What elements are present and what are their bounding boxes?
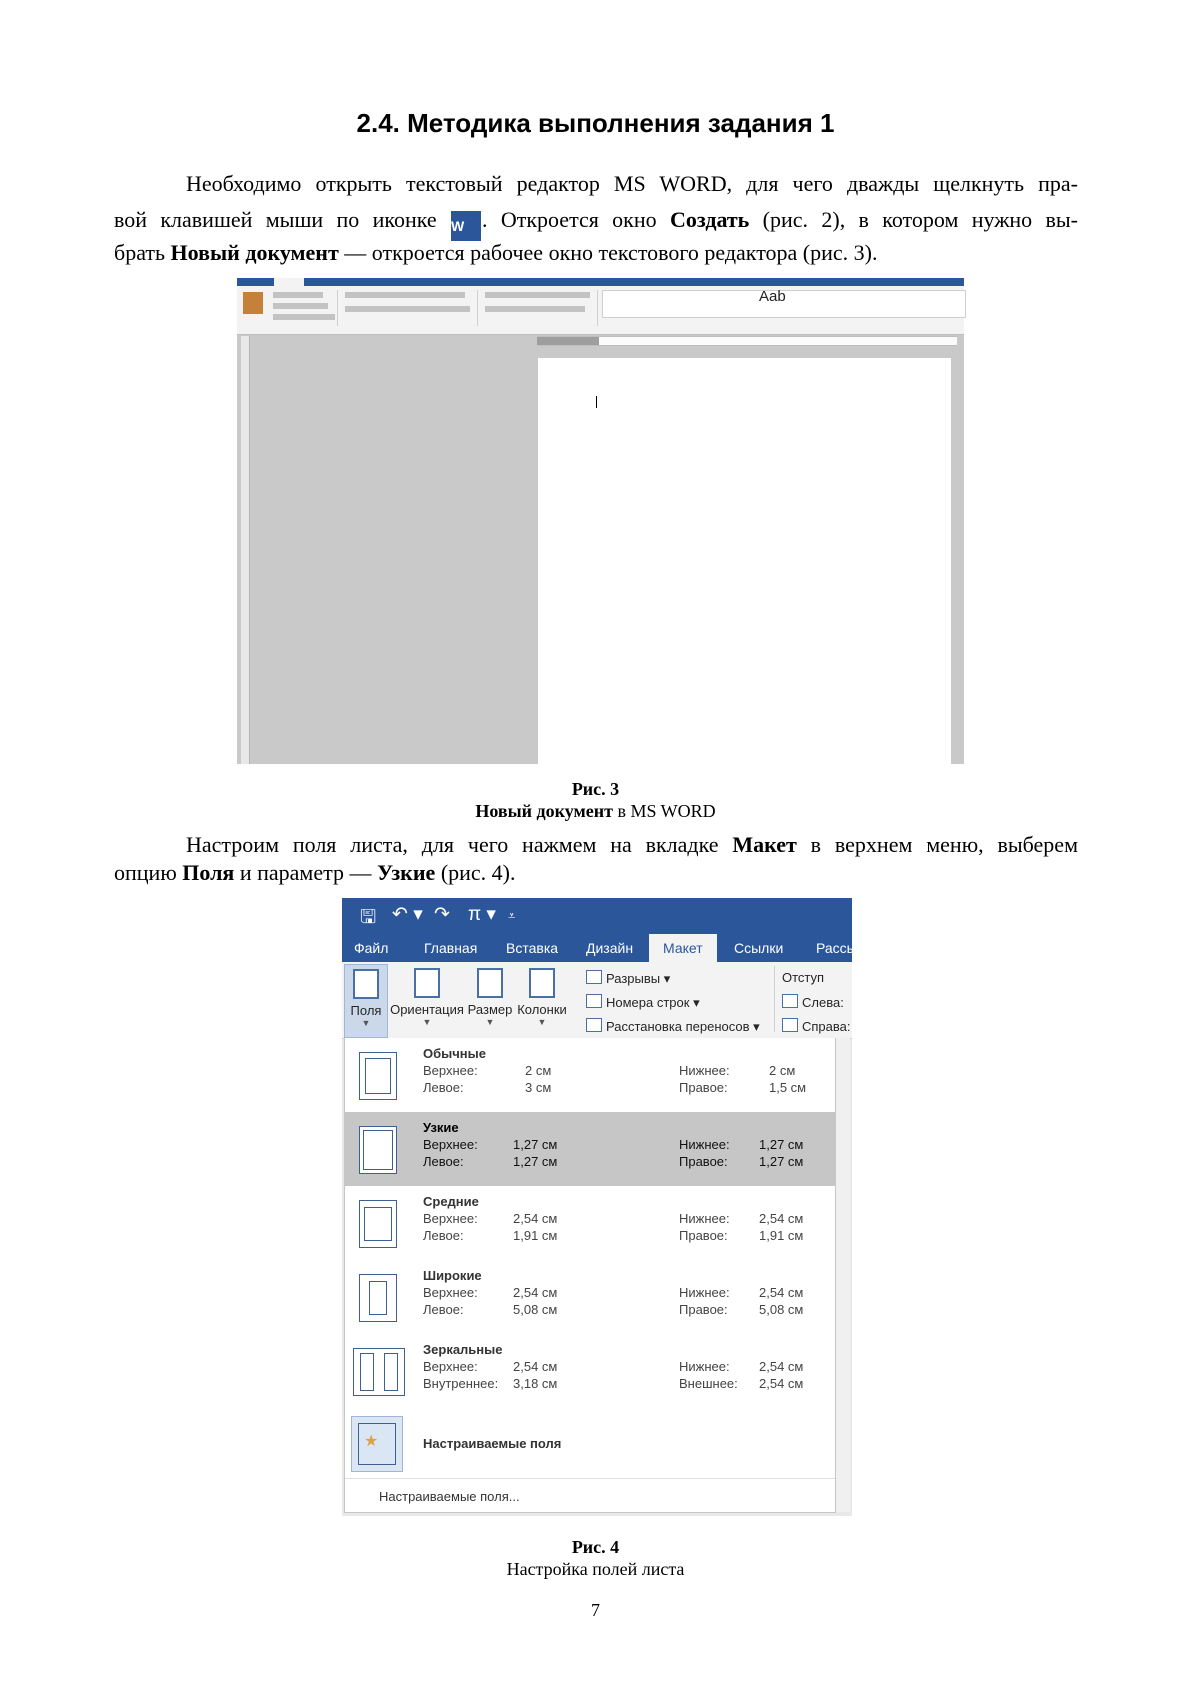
bottom-label: Нижнее: [679,1359,730,1374]
size-icon [477,968,503,998]
orientation-icon [414,968,440,998]
top-value: 2,54 см [513,1211,558,1226]
margin-guide [384,1353,398,1391]
orientation-label: Ориентация [390,1002,464,1017]
top-value: 2 см [525,1063,552,1078]
page-margins-icon [359,1200,397,1248]
page-number: 7 [591,1600,600,1620]
bold-term-fields: Поля [182,860,235,885]
chevron-down-icon: ▼ [422,1017,432,1027]
size-label: Размер [467,1002,513,1017]
text-fragment: вой клавишей мыши по иконке [114,207,450,232]
left-value: 5,08 см [513,1302,558,1317]
caption-number: Рис. 4 [571,1537,620,1557]
indent-left-label: Слева: [802,995,844,1010]
left-label: Левое: [423,1302,464,1317]
line-numbers-icon [586,994,602,1008]
bold-term-new-document: Новый документ [170,240,339,265]
quick-access-toolbar [342,898,852,934]
caption-bold: Новый документ [475,801,613,821]
chevron-down-icon: ▼ [537,1017,547,1027]
breaks-label: Разрывы ▾ [606,971,671,986]
tab-references[interactable]: Ссылки [734,940,784,956]
right-label: Правое: [679,1228,728,1243]
ribbon-separator [774,966,775,1032]
indent-left-icon [782,994,798,1008]
scrollbar[interactable] [836,1038,850,1512]
ribbon-row [345,306,470,312]
bottom-value: 2 см [769,1063,796,1078]
hyphenation-button[interactable] [586,1018,760,1035]
tab-mailings[interactable]: Рассы [816,940,857,956]
margin-option-custom[interactable] [345,1408,835,1482]
horizontal-ruler [537,336,957,346]
orientation-button[interactable] [388,968,466,1027]
bottom-label: Нижнее: [679,1285,730,1300]
bold-term-create: Создать [669,207,750,232]
vertical-ruler [241,336,250,764]
bottom-label: Нижнее: [679,1063,730,1078]
bottom-value: 2,54 см [759,1211,804,1226]
right-label: Правое: [679,1302,728,1317]
paragraph-line: Необходимо открыть текстовый редактор MS WORD, для чего дважды щелкнуть пра- [186,171,1078,196]
chevron-down-icon: ▼ [361,1018,371,1028]
text-fragment: опцию [114,860,183,885]
paragraph-line [114,239,1078,267]
text-fragment: (рис. 2), в котором нужно вы- [749,207,1079,232]
page-margins-icon [359,1274,397,1322]
equation-icon[interactable]: π ▾ [468,904,496,925]
bottom-label: Нижнее: [679,1137,730,1152]
line-numbers-button[interactable] [586,994,700,1011]
ribbon-tab-bar [237,278,964,286]
bold-term-narrow: Узкие [377,860,436,885]
text-cursor [596,396,597,408]
inside-label: Внутреннее: [423,1376,499,1391]
left-value: 1,27 см [513,1154,558,1169]
top-label: Верхнее: [423,1211,478,1226]
ribbon-row [345,292,465,298]
figure-word-window [237,278,964,764]
star-icon: ★ [364,1433,379,1450]
chevron-down-icon: ▼ [485,1017,495,1027]
text-fragment: Настроим поля листа, для чего нажмем на вкладке [186,832,733,857]
tab-design[interactable]: Дизайн [586,940,634,956]
top-value: 2,54 см [513,1359,558,1374]
custom-margins-icon [351,1416,403,1472]
margin-option-narrow[interactable] [345,1112,835,1186]
margin-guide [365,1058,391,1094]
style-sample: Aab [759,288,786,305]
columns-icon [529,968,555,998]
tab-layout[interactable]: Макет [649,934,717,962]
indent-right-field[interactable] [782,1018,851,1034]
option-name: Узкие [423,1120,459,1135]
right-value: 5,08 см [759,1302,804,1317]
bottom-value: 1,27 см [759,1137,804,1152]
paragraph-intro [114,170,1078,267]
ribbon-tab-bar [342,934,857,962]
margins-label: Поля [350,1003,382,1018]
option-name: Настраиваемые поля [423,1436,562,1451]
tab-home[interactable] [274,278,304,286]
paragraph-line [114,831,1078,859]
document-page[interactable] [538,358,951,764]
margin-option-wide[interactable] [345,1260,835,1334]
columns-label: Колонки [517,1002,567,1017]
indent-right-label: Справа: [802,1019,851,1034]
inside-value: 3,18 см [513,1376,558,1391]
option-name: Средние [423,1194,479,1209]
ribbon-row [485,306,585,312]
breaks-icon [586,970,602,984]
caption-number: Рис. 3 [571,779,620,799]
top-label: Верхнее: [423,1137,478,1152]
text-fragment: и параметр — [234,860,377,885]
paragraph-margins [114,831,1078,887]
undo-icon[interactable]: ↶ ▾ [392,904,423,925]
indent-right-icon [782,1018,798,1032]
outside-value: 2,54 см [759,1376,804,1391]
bottom-value: 2,54 см [759,1285,804,1300]
left-label: Левое: [423,1080,464,1095]
tab-insert[interactable]: Вставка [506,940,559,956]
size-button[interactable] [466,968,514,1027]
text-fragment: — откроется рабочее окно текстового редактора (рис. 3). [338,240,878,265]
top-label: Верхнее: [423,1063,478,1078]
bold-term-layout: Макет [732,832,797,857]
top-label: Верхнее: [423,1359,478,1374]
outside-label: Внешнее: [679,1376,738,1391]
tab-file[interactable]: Файл [354,940,389,956]
ribbon-layout [342,962,852,1039]
caption-text: в MS WORD [612,801,716,821]
section-heading: 2.4. Методика выполнения задания 1 [356,108,835,138]
ribbon-row [273,314,335,320]
top-value: 2,54 см [513,1285,558,1300]
hyphenation-label: Расстановка переносов ▾ [606,1019,760,1034]
columns-button[interactable] [514,968,570,1027]
bottom-value: 2,54 см [759,1359,804,1374]
right-label: Правое: [679,1080,728,1095]
text-fragment: брать [114,240,171,265]
paragraph-line [114,859,1078,887]
page-margins-icon [359,1126,397,1174]
word-app-icon: W [451,211,481,241]
tab-home[interactable]: Главная [424,940,478,956]
bottom-label: Нижнее: [679,1211,730,1226]
figure4-caption [0,1536,1191,1580]
margin-guide [364,1207,392,1241]
option-name: Зеркальные [423,1342,503,1357]
margins-icon [353,969,379,999]
figure3-caption [0,778,1191,822]
line-numbers-label: Номера строк ▾ [606,995,700,1010]
ribbon-row [273,303,328,309]
right-value: 1,27 см [759,1154,804,1169]
left-label: Левое: [423,1228,464,1243]
right-value: 1,5 см [769,1080,807,1095]
margins-button[interactable] [344,964,388,1038]
figure-margins-menu [342,898,857,1516]
caption-text: Настройка полей листа [506,1559,685,1579]
ribbon-row [273,292,323,298]
hyphenation-icon [586,1018,602,1032]
margin-option-moderate[interactable] [345,1186,835,1260]
breaks-button[interactable] [586,970,670,987]
page-margins-icon [359,1052,397,1100]
option-name: Обычные [423,1046,486,1061]
top-label: Верхнее: [423,1285,478,1300]
text-fragment: . Откроется окно [482,207,670,232]
paragraph-line [114,206,1078,241]
option-name: Широкие [423,1268,482,1283]
ribbon-home [237,286,964,335]
left-label: Левое: [423,1154,464,1169]
margin-option-mirrored[interactable] [345,1334,835,1408]
margin-guide [369,1281,387,1315]
margin-option-normal[interactable] [345,1038,835,1112]
ribbon-row [485,292,590,298]
margins-dropdown [344,1038,836,1513]
text-fragment: (рис. 4). [435,860,516,885]
indent-label: Отступ [782,970,825,985]
margin-guide [363,1130,393,1170]
right-value: 1,91 см [759,1228,804,1243]
save-icon[interactable]: 🖫 [360,907,377,928]
ruler-margin [537,337,599,345]
left-value: 3 см [525,1080,552,1095]
page-margins-icon [353,1348,405,1396]
custom-margins-link[interactable] [345,1478,835,1513]
customize-qat-icon[interactable]: ⩡ [508,908,516,923]
left-value: 1,91 см [513,1228,558,1243]
indent-left-field[interactable] [782,994,844,1010]
right-label: Правое: [679,1154,728,1169]
text-fragment: в верхнем меню, выберем [796,832,1078,857]
redo-icon[interactable]: ↷ [434,904,450,925]
custom-margins-label: Настраиваемые поля... [379,1489,520,1504]
top-value: 1,27 см [513,1137,558,1152]
margin-guide [360,1353,374,1391]
